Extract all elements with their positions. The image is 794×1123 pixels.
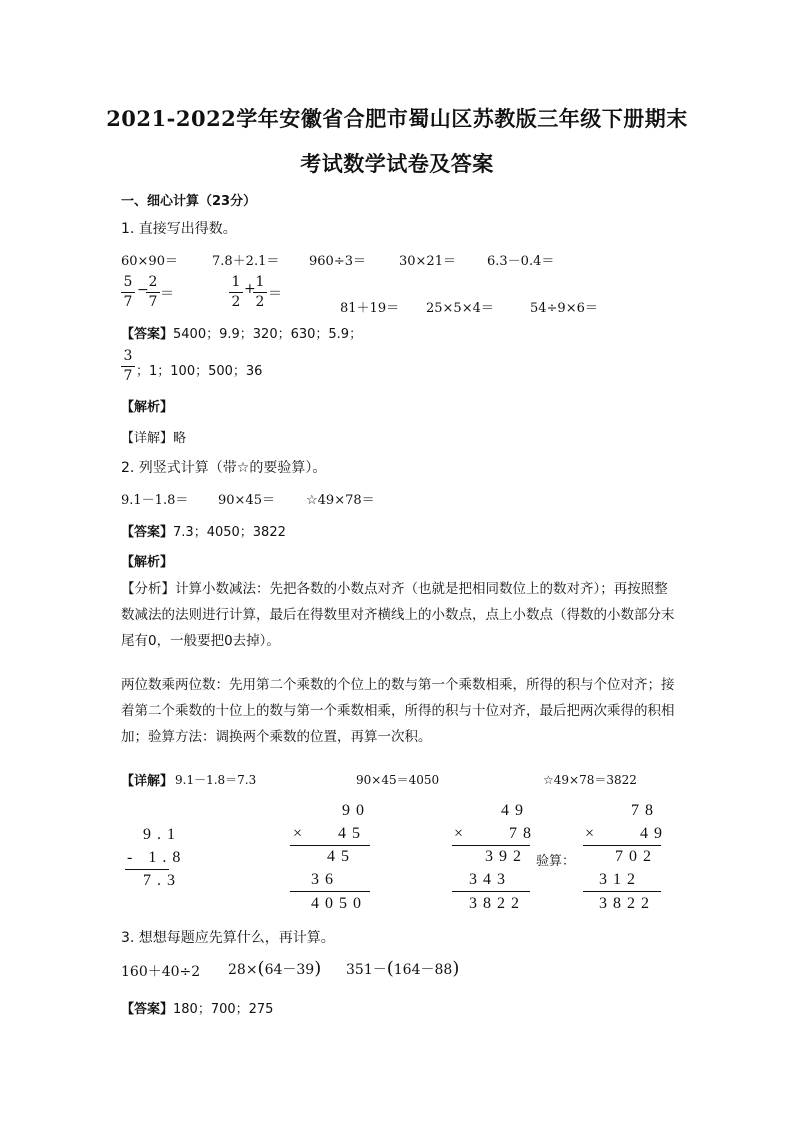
vmul1-rule-2 — [290, 891, 370, 892]
q1-analysis-label: 【解析】 — [121, 400, 174, 415]
vmul2-partial-2: 343 — [469, 871, 511, 888]
vmul3-result: 3822 — [599, 895, 655, 912]
fraction-2-7: 2 7 — [146, 274, 160, 311]
vmul3-second: × 49 — [585, 825, 669, 842]
vmul1-partial-1: 45 — [327, 848, 355, 865]
check-label: 验算： — [536, 854, 576, 869]
q2-analysis-paragraph-1: 【分析】计算小数减法：先把各数的小数点对齐（也就是把相同数位上的数对齐）；再按照整数减法的法则进行计算，最后在得数里对齐横线上的小数点，点上小数点（得数的小数部分末尾有0，一般要把0去掉）。 — [121, 581, 675, 649]
q2-analysis-paragraph-2: 两位数乘两位数：先用第二个乘数的个位上的数与第一个乘数相乘，所得的积与个位对齐；接着第二个乘数的十位上的数与第一个乘数相乘，所得的积与十位对齐，最后把两次乘得的积相加；验算方法：调换两个乘数的位置，再算一次积。 — [121, 677, 675, 745]
vmul2-second: × 78 — [454, 825, 538, 842]
q2-prompt: 2. 列竖式计算（带☆的要验算）。 — [121, 460, 327, 476]
fraction-1-2-b: 1 2 — [253, 274, 267, 311]
q3-expr-1: 160＋40÷2 — [121, 964, 201, 980]
q1-expr-3: 960÷3＝ — [309, 254, 366, 269]
q1-expr-1: 60×90＝ — [121, 254, 178, 269]
q1-detail: 【详解】略 — [121, 431, 187, 446]
q1-expr-2: 7.8＋2.1＝ — [212, 254, 280, 269]
q2-analysis-label: 【解析】 — [121, 555, 174, 570]
vmul1-result: 4050 — [311, 895, 367, 912]
q1-answer: 【答案】5400；9.9；320；630；5.9； — [121, 327, 363, 342]
vmul1-second: × 45 — [293, 825, 367, 842]
page-title-line2: 考试数学试卷及答案 — [300, 151, 494, 176]
answer-fraction-3-7: 3 7 — [121, 348, 135, 385]
vsub-top: 9.1 — [143, 826, 181, 843]
q2-detail-expr-3: ☆49×78＝3822 — [543, 773, 637, 787]
vmul2-result: 3822 — [469, 895, 525, 912]
q3-answer: 【答案】180；700；275 — [121, 1002, 274, 1017]
fraction-op-2: + — [244, 281, 256, 297]
vmul3-rule-2 — [583, 891, 661, 892]
q3-prompt: 3. 想想每题应先算什么，再计算。 — [121, 930, 335, 946]
vmul2-partial-1: 392 — [485, 848, 527, 865]
q2-detail-expr-1: 9.1－1.8＝7.3 — [175, 773, 257, 787]
q2-expr-1: 9.1－1.8＝ — [121, 493, 189, 508]
q3-expr-2: 28×(64－39) — [228, 958, 322, 979]
q1-expr-4: 30×21＝ — [399, 254, 456, 269]
vsub-result: 7.3 — [143, 872, 181, 889]
q1-prompt: 1. 直接写出得数。 — [121, 221, 237, 237]
vmul3-top: 78 — [631, 802, 659, 819]
vmul2-rule-2 — [452, 891, 530, 892]
vmul3-rule-1 — [583, 845, 661, 846]
fraction-5-7: 5 7 — [121, 274, 135, 311]
vmul1-top: 90 — [342, 802, 370, 819]
q1-expr-5: 6.3－0.4＝ — [487, 254, 555, 269]
vsub-second: - 1.8 — [127, 849, 187, 866]
q2-expr-3: ☆49×78＝ — [306, 493, 375, 508]
q2-detail-expr-2: 90×45＝4050 — [356, 773, 440, 787]
q1-answer-line2: ；1；100；500；36 — [136, 364, 263, 379]
page-title: 2021-2022学年安徽省合肥市蜀山区苏教版三年级下册期末 — [106, 106, 688, 131]
q1-expr-8: 81＋19＝ — [340, 301, 400, 316]
vmul2-rule-1 — [452, 845, 530, 846]
vmul1-rule-1 — [290, 845, 370, 846]
q1-expr-10: 54÷9×6＝ — [530, 301, 598, 316]
q1-expr-9: 25×5×4＝ — [426, 301, 494, 316]
vmul1-partial-2: 36 — [311, 871, 339, 888]
section-heading: 一、细心计算（23分） — [121, 194, 257, 209]
vmul2-top: 49 — [501, 802, 529, 819]
q3-expr-3: 351－(164－88) — [346, 958, 460, 979]
vsub-rule — [125, 869, 169, 870]
vmul3-partial-1: 702 — [615, 848, 657, 865]
fraction-eq-2: ＝ — [268, 286, 282, 302]
fraction-1-2-a: 1 2 — [229, 274, 243, 311]
fraction-eq: ＝ — [160, 286, 174, 302]
vmul3-partial-2: 312 — [599, 871, 641, 888]
q2-detail-label: 【详解】 — [121, 774, 174, 789]
q2-answer: 【答案】7.3；4050；3822 — [121, 525, 286, 540]
q2-expr-2: 90×45＝ — [218, 493, 275, 508]
fraction-op: − — [137, 282, 149, 298]
